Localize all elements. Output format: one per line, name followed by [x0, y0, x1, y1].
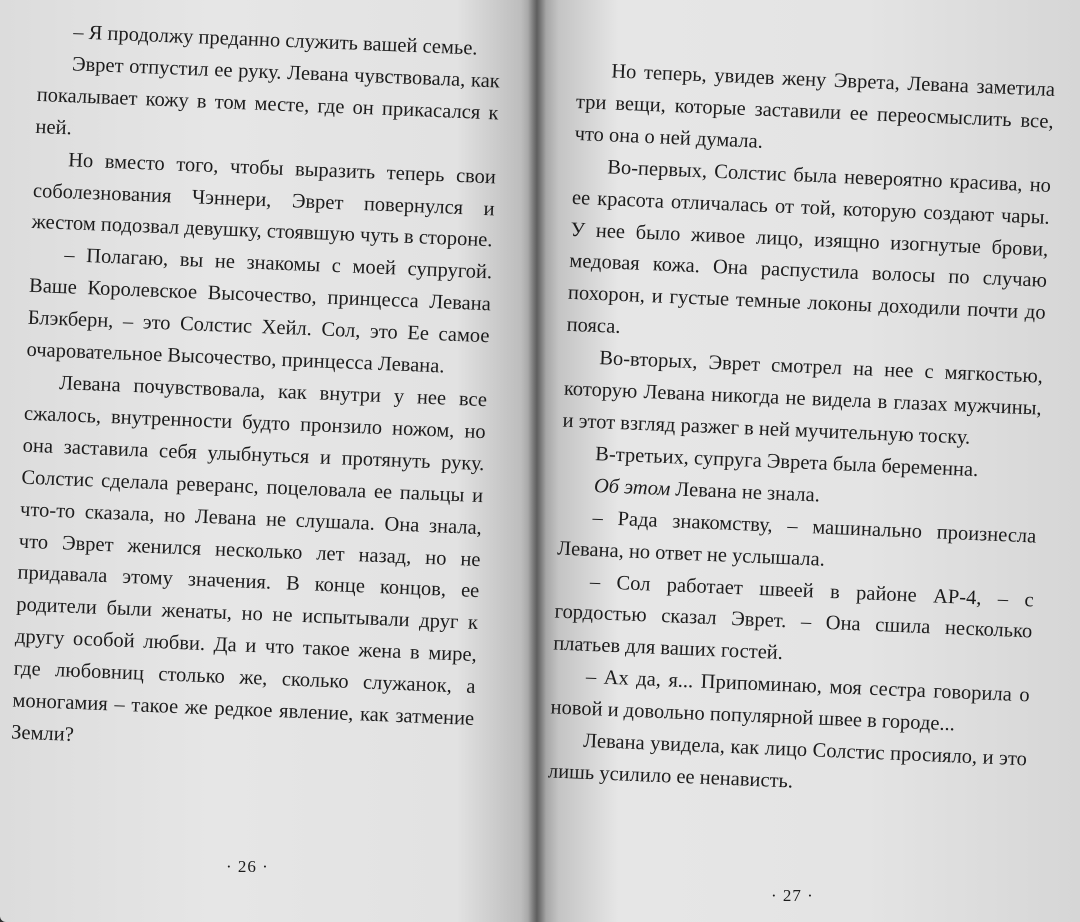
paragraph-rest: Левана не знала.	[669, 478, 821, 507]
paragraph: – Рада знакомству, – машинально произнесла Левана, но ответ не услышала.	[556, 506, 1037, 571]
paragraph: В-третьих, супруга Эврета была беременна.	[594, 442, 979, 481]
page-number-left: · 26 ·	[226, 857, 269, 876]
paragraph: – Я продолжу преданно служить вашей семье.	[72, 21, 478, 60]
right-page	[537, 0, 1080, 922]
paragraph: Эврет отпустил ее руку. Левана чувствовала, как покалывает кожу в том месте, где он прикасался к ней.	[35, 53, 501, 140]
paragraph: – Полагаю, вы не знакомы с моей супругой. Ваше Королевское Высочество, принцесса Левана Блэкберн, – это Солстис Хейл. Сол, это Ее самое очаровательное Высочество, принцесса Левана.	[26, 244, 493, 378]
left-page	[0, 0, 537, 922]
paragraph: Но вместо того, чтобы выразить теперь свои соболезнования Чэннери, Эврет повернулся и жестом подозвал девушку, стоявшую чуть в стороне.	[31, 148, 497, 252]
paragraph: – Сол работает швеей в районе АР-4, – с гордостью сказал Эврет. – Она сшила несколько платьев для ваших гостей.	[552, 570, 1035, 665]
paragraph: Во-первых, Солстис была невероятно красива, но ее красота отличалась от той, которую создают чары. У нее было живое лицо, изящно изогнутые брови, медовая кожа. Она распустила волосы по случаю похорон, и густые темные локоны доходили почти до пояса.	[566, 156, 1052, 339]
paragraph: Левана увидела, как лицо Солстис просияло, и это лишь усилило ее ненависть.	[547, 729, 1028, 793]
right-page-text	[547, 55, 1055, 808]
paragraph: Но теперь, увидев жену Эврета, Левана заметила три вещи, которые заставили ее переосмыслить все, что она о ней думала.	[574, 60, 1056, 153]
page-number-right: · 27 ·	[771, 886, 814, 905]
paragraph: – Ах да, я... Припоминаю, моя сестра говорила о новой и довольно популярной швее в городе...	[550, 666, 1031, 736]
left-page-text	[11, 16, 502, 768]
paragraph: Левана почувствовала, как внутри у нее все сжалось, внутренности будто пронзило ножом, но она заставила себя улыбнуться и протянуть руку. Солстис сделала реверанс, поцеловала ее пальцы и что-то сказала, но Левана не слушала. Она знала, что Эврет женился несколько лет назад, но не придавала этому значения. В конце концов, ее родители были женаты, но не испытывали друг к другу особой любви. Да и что такое жена в мире, где любовниц столько же, сколько служанок, а моногамия – такое же редкое явление, как затмение Земли?	[10, 372, 488, 746]
italic-emphasis: Об этом	[593, 474, 671, 501]
paragraph: Во-вторых, Эврет смотрел на нее с мягкостью, которую Левана никогда не видела в глазах мужчины, и этот взгляд разжег в ней мучительную тоску.	[562, 347, 1044, 449]
